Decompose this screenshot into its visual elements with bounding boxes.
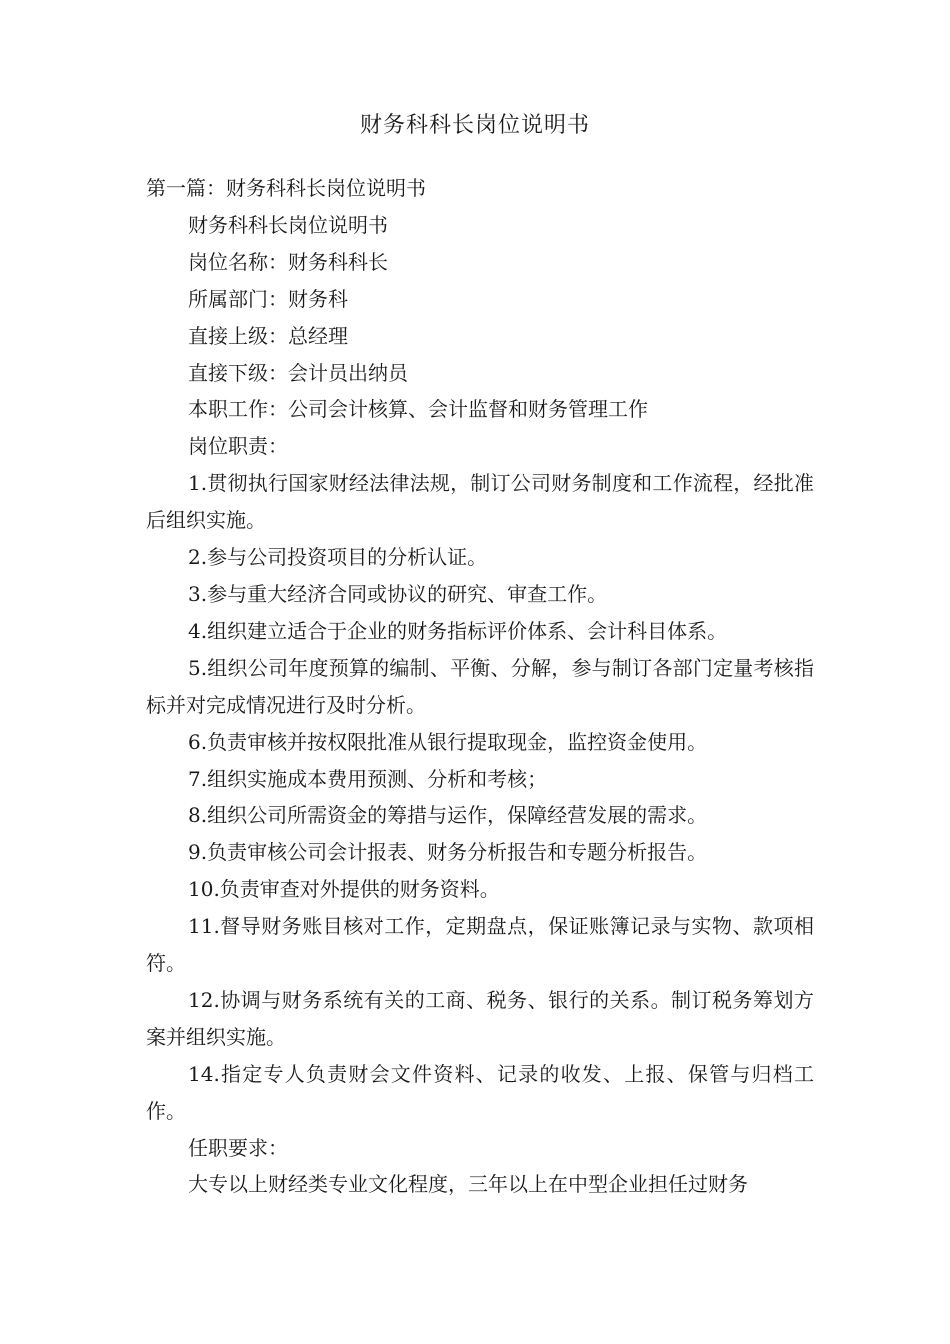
paragraph: 本职工作：公司会计核算、会计监督和财务管理工作 — [188, 397, 648, 422]
paragraph: 6.负责审核并按权限批准从银行提取现金，监控资金使用。 — [188, 729, 708, 754]
paragraph: 财务科科长岗位说明书 — [188, 212, 388, 237]
paragraph: 11.督导财务账目核对工作，定期盘点，保证账簿记录与实物、款项相符。 — [146, 914, 814, 976]
paragraph: 直接下级：会计员出纳员 — [188, 360, 408, 385]
paragraph: 7.组织实施成本费用预测、分析和考核； — [188, 766, 548, 791]
paragraph: 第一篇：财务科科长岗位说明书 — [146, 176, 426, 200]
paragraph: 岗位名称：财务科科长 — [188, 249, 388, 274]
document-title: 财务科科长岗位说明书 — [359, 113, 590, 138]
paragraph: 14.指定专人负责财会文件资料、记录的收发、上报、保管与归档工作。 — [146, 1061, 814, 1123]
paragraph: 9.负责审核公司会计报表、财务分析报告和专题分析报告。 — [188, 840, 708, 865]
paragraph: 10.负责审查对外提供的财务资料。 — [188, 877, 500, 902]
paragraph: 直接上级：总经理 — [188, 323, 348, 348]
paragraph: 大专以上财经类专业文化程度，三年以上在中型企业担任过财务 — [188, 1172, 748, 1197]
paragraph: 1.贯彻执行国家财经法律法规，制订公司财务制度和工作流程，经批准后组织实施。 — [146, 471, 814, 533]
paragraph: 任职要求： — [188, 1135, 288, 1160]
paragraph: 5.组织公司年度预算的编制、平衡、分解，参与制订各部门定量考核指标并对完成情况进行及时分析。 — [146, 655, 814, 717]
paragraph: 8.组织公司所需资金的筹措与运作，保障经营发展的需求。 — [188, 803, 708, 828]
paragraph: 2.参与公司投资项目的分析认证。 — [188, 545, 488, 570]
document-body — [146, 170, 814, 1203]
paragraph: 所属部门：财务科 — [188, 286, 348, 311]
paragraph: 12.协调与财务系统有关的工商、税务、银行的关系。制订税务筹划方案并组织实施。 — [146, 987, 814, 1049]
paragraph: 3.参与重大经济合同或协议的研究、审查工作。 — [188, 581, 608, 606]
paragraph: 岗位职责： — [188, 434, 288, 459]
paragraph: 4.组织建立适合于企业的财务指标评价体系、会计科目体系。 — [188, 618, 728, 643]
